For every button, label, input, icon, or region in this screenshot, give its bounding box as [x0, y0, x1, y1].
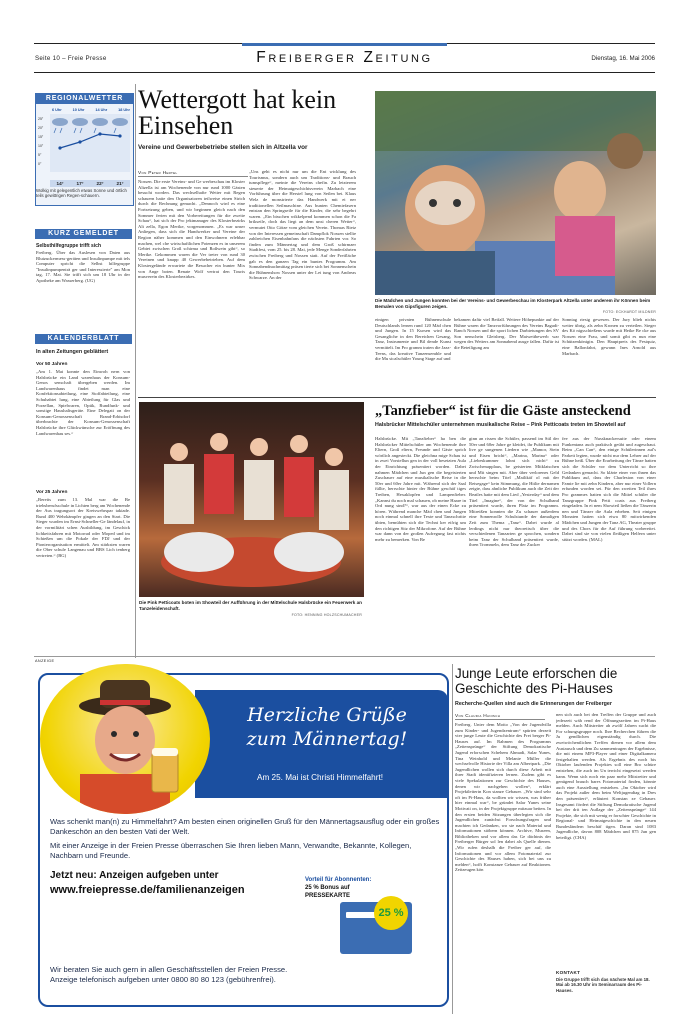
temp-axis-tick: 10° [38, 144, 44, 148]
bonus-badge: 25 % [374, 896, 408, 930]
ad-greeting [212, 703, 442, 751]
weather-text: Wolkig mit gelegentlich etwas Sonne und örtlich teils gewittrigen Regen-schauern. [36, 188, 127, 199]
article1-headline: Wettergott hat kein Einsehen [138, 85, 337, 140]
kalender-heading: In alten Zeitungen geblättert [36, 349, 109, 355]
pressekarte-card [340, 902, 412, 954]
kurz-body: Freiberg. Über das Auslesen von Daten aus Blutzuckermess-geräten und Insulinpumpe mit tels Computer spricht die Selbst hilfegruppe "Insulinpumpenträ ger und Interessierte" am Mon tag, 17. Mai. Sie trifft sich um 18 Uhr in der Apotheke am Wasserberg. (UG) [36, 250, 130, 283]
photo-illustration [375, 91, 656, 295]
kurz-title: KURZ GEMELDET [35, 229, 132, 239]
ad-body2: Mit einer Anzeige in der Freien Presse überraschen Sie Ihren lieben Mann, Verwandte, Bekannte, Kollegen, Nachbarn und Freunde. [50, 841, 412, 860]
article1-col2: „Uns geht es nicht nur um die Ent wicklung des Tourismus, sondern auch um Traditions- und Brauch tumspflege“, meinte die Vereins chefin. Zu letzterem steuerte der Heimatgeschichtsverein Marbach eine Vorführung über die Herstel lung von Seilen bei. Klaus Welz de monstrierte das Handwerk mit ei ner traditionellen Seilmaschine. Aus bunten Chemiefasern entstan den Springseile für die Kinder, die sehr begehrt waren. „Ein bisschen wikkelpend kommen schon die Fa brikseile, doch das liegt an dem unsi cheren Wetter“, vermutet Otto Götze vom gleichen Verein. Thomas Rietz von der Interessen gemeinschaft Dampflok Nossen stellte zahlreichen Eisenbahnfans die nächsten Fahrten vor. So finden zum Männertag und dem Groß schirmaer Stadtfest, vom 25. bis 28. Mai, jede Menge Sonderfahrten zwischen Freiberg und Nossen statt. Auf der Freifläche gab es den ganzen Tag ein buntes Programm. Am Sonnabendnachmittag präsen tierte sich bei Sonnenschein die Bühnenshow Nossen unter der Lei tung von Andreas Schwarze. An der [249, 169, 356, 281]
ad-abo-block [305, 876, 395, 900]
ad-photo-man [40, 664, 210, 814]
weather-title: REGIONALWETTER [36, 94, 133, 104]
temp-value: 22° [96, 181, 104, 186]
weather-time: 18 Uhr [118, 108, 130, 112]
ad-abo3: PRESSEKARTE [305, 893, 351, 899]
ad-date-line: Am 25. Mai ist Christi Himmelfahrt! [256, 773, 384, 782]
kalender-title: KALENDERBLATT [35, 334, 132, 344]
article1-col4: bekamen dafür viel Beifall. Weitere Höhepunkte auf der Bühne waren die Tanzvorführungen des Vereins Bagadi-Ranch Nossen und die sport lichen Darbietungen des SV Son nenschein Gleisberg. Der Maiwettbewerb war wegen des Wetters am Sonnabend ausge fallen. Dafür ist die Beteiligung am [454, 317, 559, 350]
kalender-text2: „Bereits zum 13. Mal war die Be triebsberufsschule in Lichten berg am Wochenende der Aus tragungsort der Kreiswehrspar takiade. Rund 400 Wehrkämpfer gingen an den Start. Die Sieger wurden im Ernst-Schneller-Ge ländelauf, in der vormilitäri schen Ausbildung, im Geschick lichkeitsfahren mit Motorrad oder Moped und im Schießen um die Pokale der FDJ und der Pionierorganisation ermittelt. Am stärksten waren die Ober schule Langenau und BBS Lich tenberg vertreten.“ (BG) [36, 497, 130, 558]
article3-byline: Von Claudia Hanisch [455, 714, 545, 720]
photo-illustration [40, 664, 210, 814]
temp-axis-tick: 5° [38, 153, 42, 157]
kalender-text1: „Am 1. Mai konnte den Einwoh nern von Halsbrücke ein Land warenhaus der Konsum-Genos senschaft übergeben werden. Im Landwarenhaus findet man eine Konfektionsabteilung, eine Stoffabteilung, eine Schuhabtei lung, eine Abteilung für Glas und Porzellan, Spielwaren, Optik, Rundfunk- und sonstige Haushaltsgeräte. Eine Delegati on der Konsum-Genossenschaft Brand-Erbisdorf überbrachte der Konsum-Genossenschaft Halsbrücke ihre Glückwünsche zur Eröffnung des Landwarenhau ses.“ [36, 369, 130, 436]
weather-time: 6 Uhr [52, 108, 62, 112]
temp-axis-tick: 20° [38, 126, 44, 130]
article2-col1: Halsbrücke. Mit „Tanzfieber“ ha ben die Halsbrücker Mittelschüler am Wochenende ihre Eltern, Groß eltern, Freunde und Gäste sprich wörtlich angesteckt. Die gleichna mige Schau ist in zwei Vorstellun gen in der voll besetzten Aula der Einrichtung präsentiert worden. Dabei nahmen Mädchen und Jun gen die begeisterten Zuschauer auf eine musikalische Reise in die 50er und 60er Jahre mit. Während sich der Saal füllte, herrschte hinter der Bühne geschäf tiges Treiben, Hexaklopfen und Lampenfieber. „Kannst du noch mal schauen, ob meine Haare in Ord nung sind?“, war aus der einen Ecke zu hören. Während manche Mäd chen und Jungen noch einmal schnell ihre Texte und Tanzschritte übten, bemühten sich die Techni ker eifrig um den richtigen Sitz der Mikrofone. Auf der Bühne war dann von der großen Aufregung fast nichts mehr zu bemerken. Von Be [375, 436, 466, 542]
article1-col5: Sonntag riesig gewesen. Der Jury blieb nichts weiter übrig, als zehn Kronen zu verteilen. Sieger des Kö nigsschießens wurde mit Heike Be cke aus Nossen eine Frau, und somit gibt es nun eine Schützenkönigin. Den Hauptpreis des Festquiz, eine Ballonfahrt, gewann Ines Arnold aus Marbach. [562, 317, 656, 356]
article1-col1: Nossen. Die erste Vereins- und Ge werbeschau im Kloster Altzella ist am Wochenende von nur rund 1000 Gästen besucht worden. Das wechselhafte Wetter mit Regen schauern hatte den Organisatoren teilweise einen Strich durch die Rechnung gemacht. „Dennoch wird es eine Fortsetzung geben, und wir beginnen gleich nach den Sommer ferien mit den Vorbereitungen für die zweite Schau“, hat sich der Pro jektmanager des Klosterbezirks Alt zella, Egon Mertke, vorgenommen. „Es war unser Anliegen, dass sich die Handwerker und Vereine der Region näher kommen und den Einwohnern erlebbar machen, wel che wirtschaftlichen Potenzen es in unserem Gebiet zwischen Groß schirma und Roßwein gibt“, so Mertke. Gekommen waren die Ver treter von rund 30 Vereinen und knapp 40 Gewerbebetrieben. Auf dem Klostergelände erwartete die Besucher ein bunter Mix von Ange boten. Renate Wolf vertrat den Touris musverein des Klosterbezirkes. [138, 179, 245, 280]
ad-abo2: 25 % Bonus auf [305, 885, 350, 891]
article2-caption: Die Pink Petticoats boten im Showteil der Aufführung in der Mittelschule Halsbrücke ein Feuerwerk an Tanzeleidenschaft. [139, 600, 362, 611]
kontakt-title: KONTAKT [556, 970, 581, 975]
article1-caption: Die Mädchen und Jungen konnten bei der Vereins- und Gewerbeschau im Klosterpark Altzella unter anderem ihr Können beim Bemalen von Gipsfiguren zeigen. [375, 298, 651, 309]
article2-col2: ginn an rissen die Schüler, passend im Stil der 50er und 60er Jahre ge kleidet, ihr Publikum mit live ge sungenen Liedern wie „Mamor, Stein und Eisen bricht“, „Marina, Marina“ oder „Liebeskummer lohnt sich nicht“ zu Zwischenapplaus, be geisterten Mitklatschen und Mit singen mit. Aber über verlorenes Geld herrschte beim Titel „Mailikäf ol mit der Reisegage“ kein Stimmung, die Hitlie dernamen zeigte, dass ahnliche Publikum auch die Zeit der Beatles hatte mit dem Lied „Yesterday“ und dem Titel „Imagine“, der von der Schulband präsentiert wurde, ihren Platz im Programm. Mitreißen konnten die Zu schauer außerdem eine Sonnenrolle Schulstunde der damaligen Zeit zum Thema „Tanz“. Dabei wurde al lerdings nicht nur theoretisch über die verschiedenen Tanzarten ge sprochen, sondern beim Tanz der Schulband präsentiert wurde, ihren Trommeln, dem Tanz der Zucker [469, 436, 559, 548]
page-date: Dienstag, 16. Mai 2006 [591, 55, 655, 62]
weather-chart [50, 114, 130, 172]
kurz-lead: Selbsthilfegruppe trifft sich [36, 243, 102, 249]
kalender-sub2: Vor 25 Jahren [36, 490, 68, 495]
kalender-sub1: Vor 50 Jahren [36, 362, 68, 367]
article2-col3: fee aus der Nussknackersuite oder einem Funkentanz auch praktisch geübt und zugeschaut. Beim „Can Can“, den einige Schülerinnen auf's Parkett legten, wurde nicht nur dem Lehrer auf der Bühne heiß. Über die Erarbeitung der Tänze hatten sich die Schüler vor dem Unterricht so ihre Gedanken gemacht. So klärte einer von ihnen das Publikum auf, dass der Charleston von einer Famie lie mit zehn Kindern, aber nur einer Vollern erfunden worden sei. Für den zweiten Teil ihres Pro grammes hatten sich die Mittel schüler die Tanzgruppe Pink Petti coats aus Freiberg eingeladen. In ei nem Showteil ließen die Tänzerin nen und Tänzer die Aula erbeben. Seit einigen Monaten hatten sich etwa 80 mitwirkenden Mädchen und Jungen der Tanz AG, Theater gruppe und des Chors für die Auf führung vorbereitet. Dabei sind sie von vielen fleißigen Helfern unter stützt worden. (MAL) [562, 436, 656, 542]
article3-col1: Freiberg. Unter dem Motto „Von der Jugendvilla zum Kinder- und Jugendzentrum“ spürten derzeit vier junge Leute die Geschichte des Frei berger Pi-Hauses auf. Im Rahmen des Programms „Zeitensprünge“ der Stiftung Demokratische Jugend erforschen Schehem Ahmadi, Salar Yunes, Tina Weinhold und Melanie Müller die wechselvolle Historie der Villa am Albertpark. „Die Jugendlichen wollen sich durch diese Arbeit mit ihrer Stadt identifizieren lernen. Zudem gibt es viele Spekulationen zur Geschichte des Hauses, denen wir nachgehen wollen“, erklärt Projektleiterin Kon stanze Gebauer. „Wir sind sehr oft im Pi-Haus, da wollten wir wissen, was früher hier einmal war“, be gründet Salar Yunes seine Motivati on, in der Projektgruppe mitzuar beiten. In den ersten beiden Sitzungen überlegten sich die Jugendlichen zunächst Forschungsfragen und machten ich Gedanken, wo sie nach Material und Informationen stöbern können. Archive, Museen, Bibliotheken und vor allem das Ge dächtnis der Freiberger Bürger sol len dabei als Quelle dienen. „Wir rufen deshalb die Freiber ger auf, die Informationen und vor allem Fotomaterial zur Geschichte des Hauses haben, sich bei uns zu melden“, hofft Konstanze Gebauer auf Reaktionen. Zeitzeugen kön [455, 722, 551, 873]
ad-body1: Was schenkt man(n) zu Himmelfahrt? Am besten einen originellen Gruß für den Männertagsausflug oder ein großes Dankeschön an den besten Vati der Welt. [50, 817, 440, 836]
article3-col2: nen sich auch bei den Treffen der Gruppe und auch jederzeit wäh rend der Öffnungszeiten im Pi-Haus melden. Auch Mitstreiter ab zwölf Jahren sucht die For schungsgruppe noch. Ihre Recherchen führen die Ju gendlichen eigenständig durch. Die zweiwöchentlichen Treffen dienen vor allem dem Austausch und dem Zu sammentragen der Ergebnisse, die mit einem MP3-Player und einer Digitalkamera festgehalten werden. Als Ergebnis des noch bis Oktober laufenden Projektes soll eine Bro schüre entstehen, die auch im Un terricht eingesetzt werden kann. Wenn sich noch ein paar mehr Mitstreiter und genügend brauch bares Fotomaterial finden, könnte auch eine Ausstellung entstehen. „Im Oktober wird das Projekt außer dem beim Weltjugendtag in Dres den präsentiert“, erläutert Konstan ze Gebauer. Insgesamt fördert die Stiftung Demokratische Jugend bei der drit ten Auflage der „Zeitensprünge“ 144 Projekte, die sich mit wenig er forschter Geschichte in Regional- und Heimatgeschichte in den neuen Bundesländern beschäf tigen. Daran sind 1083 Jugendliche, davon 808 Mädchen und 875 Jun gen beteiligt. (CHA) [556, 712, 656, 841]
photo-illustration [139, 402, 364, 597]
kontakt-text: Die Gruppe trifft sich das nächste Mal am 18. Mai ab 16.30 Uhr im Seminarraum des Pi-Hauses. [556, 977, 650, 993]
temp-value: 21° [116, 181, 124, 186]
temp-axis-tick: 25° [38, 117, 44, 121]
article1-col3: einigen privaten Bühnenschule Deutschlands lernen rund 120 Mäd chen und Jungen. In 15 Kursen wird das Gesangliche in den Bereichen Gesang, Tanz, Instrumente und Bil dende Kunst vermittelt. Im Pro gramm traten die Jazz-Teens, das kreative Tanzensemble und die Mu sicalschüler Young Stage auf und [375, 317, 451, 362]
temp-axis-tick: 15° [38, 135, 44, 139]
ad-greeting-line1: Herzliche Grüße [247, 704, 407, 726]
weather-time: 10 Uhr [72, 108, 85, 112]
temp-value: 17° [76, 181, 84, 186]
article1-credit: FOTO: ECKHARDT MILDNER [602, 310, 656, 314]
weather-time: 14 Uhr [95, 108, 108, 112]
temp-value: 14° [56, 181, 64, 186]
photo-children-painting [375, 91, 656, 295]
article3-subhead: Recherche-Quellen sind auch die Erinnerungen der Freiberger [455, 701, 612, 707]
masthead-title: Freiberger Zeitung [256, 49, 433, 66]
masthead-accent [242, 43, 447, 46]
card-logo [346, 912, 376, 918]
ad-greeting-line2: zum Männertag! [246, 728, 408, 750]
ad-footer2: Anzeige telefonisch aufgeben unter 0800 80 80 123 (gebührenfrei). [50, 975, 276, 984]
ad-label: ANZEIGE [35, 659, 55, 663]
ad-url-link[interactable]: www.freiepresse.de/familienanzeigen [50, 884, 245, 896]
article2-subhead: Halsbrücker Mittelschüler unternehmen musikalische Reise – Pink Petticoats treten im Showteil auf [375, 422, 626, 428]
article1-subhead: Vereine und Gewerbebetriebe stellen sich in Altzella vor [138, 144, 308, 151]
article3-headline: Junge Leute erforschen die Geschichte des Pi-Hauses [455, 666, 618, 696]
article2-credit: FOTO: HENNING HOLZSCHUMACHER [291, 613, 362, 617]
ad-cta: Jetzt neu: Anzeigen aufgeben unter [50, 870, 219, 881]
article1-byline: Von Peter Hertel [138, 171, 248, 177]
ad-footer1: Wir beraten Sie auch gern in allen Geschäftsstellen der Freien Presse. [50, 965, 288, 974]
article2-headline: „Tanzfieber“ ist für die Gäste ansteckend [375, 403, 631, 419]
page-number: Seite 10 – Freie Presse [35, 55, 107, 62]
ad-abo1: Vorteil für Abonnenten: [305, 877, 372, 883]
photo-pink-petticoats [139, 402, 364, 597]
temp-axis-tick: 0° [38, 162, 42, 166]
